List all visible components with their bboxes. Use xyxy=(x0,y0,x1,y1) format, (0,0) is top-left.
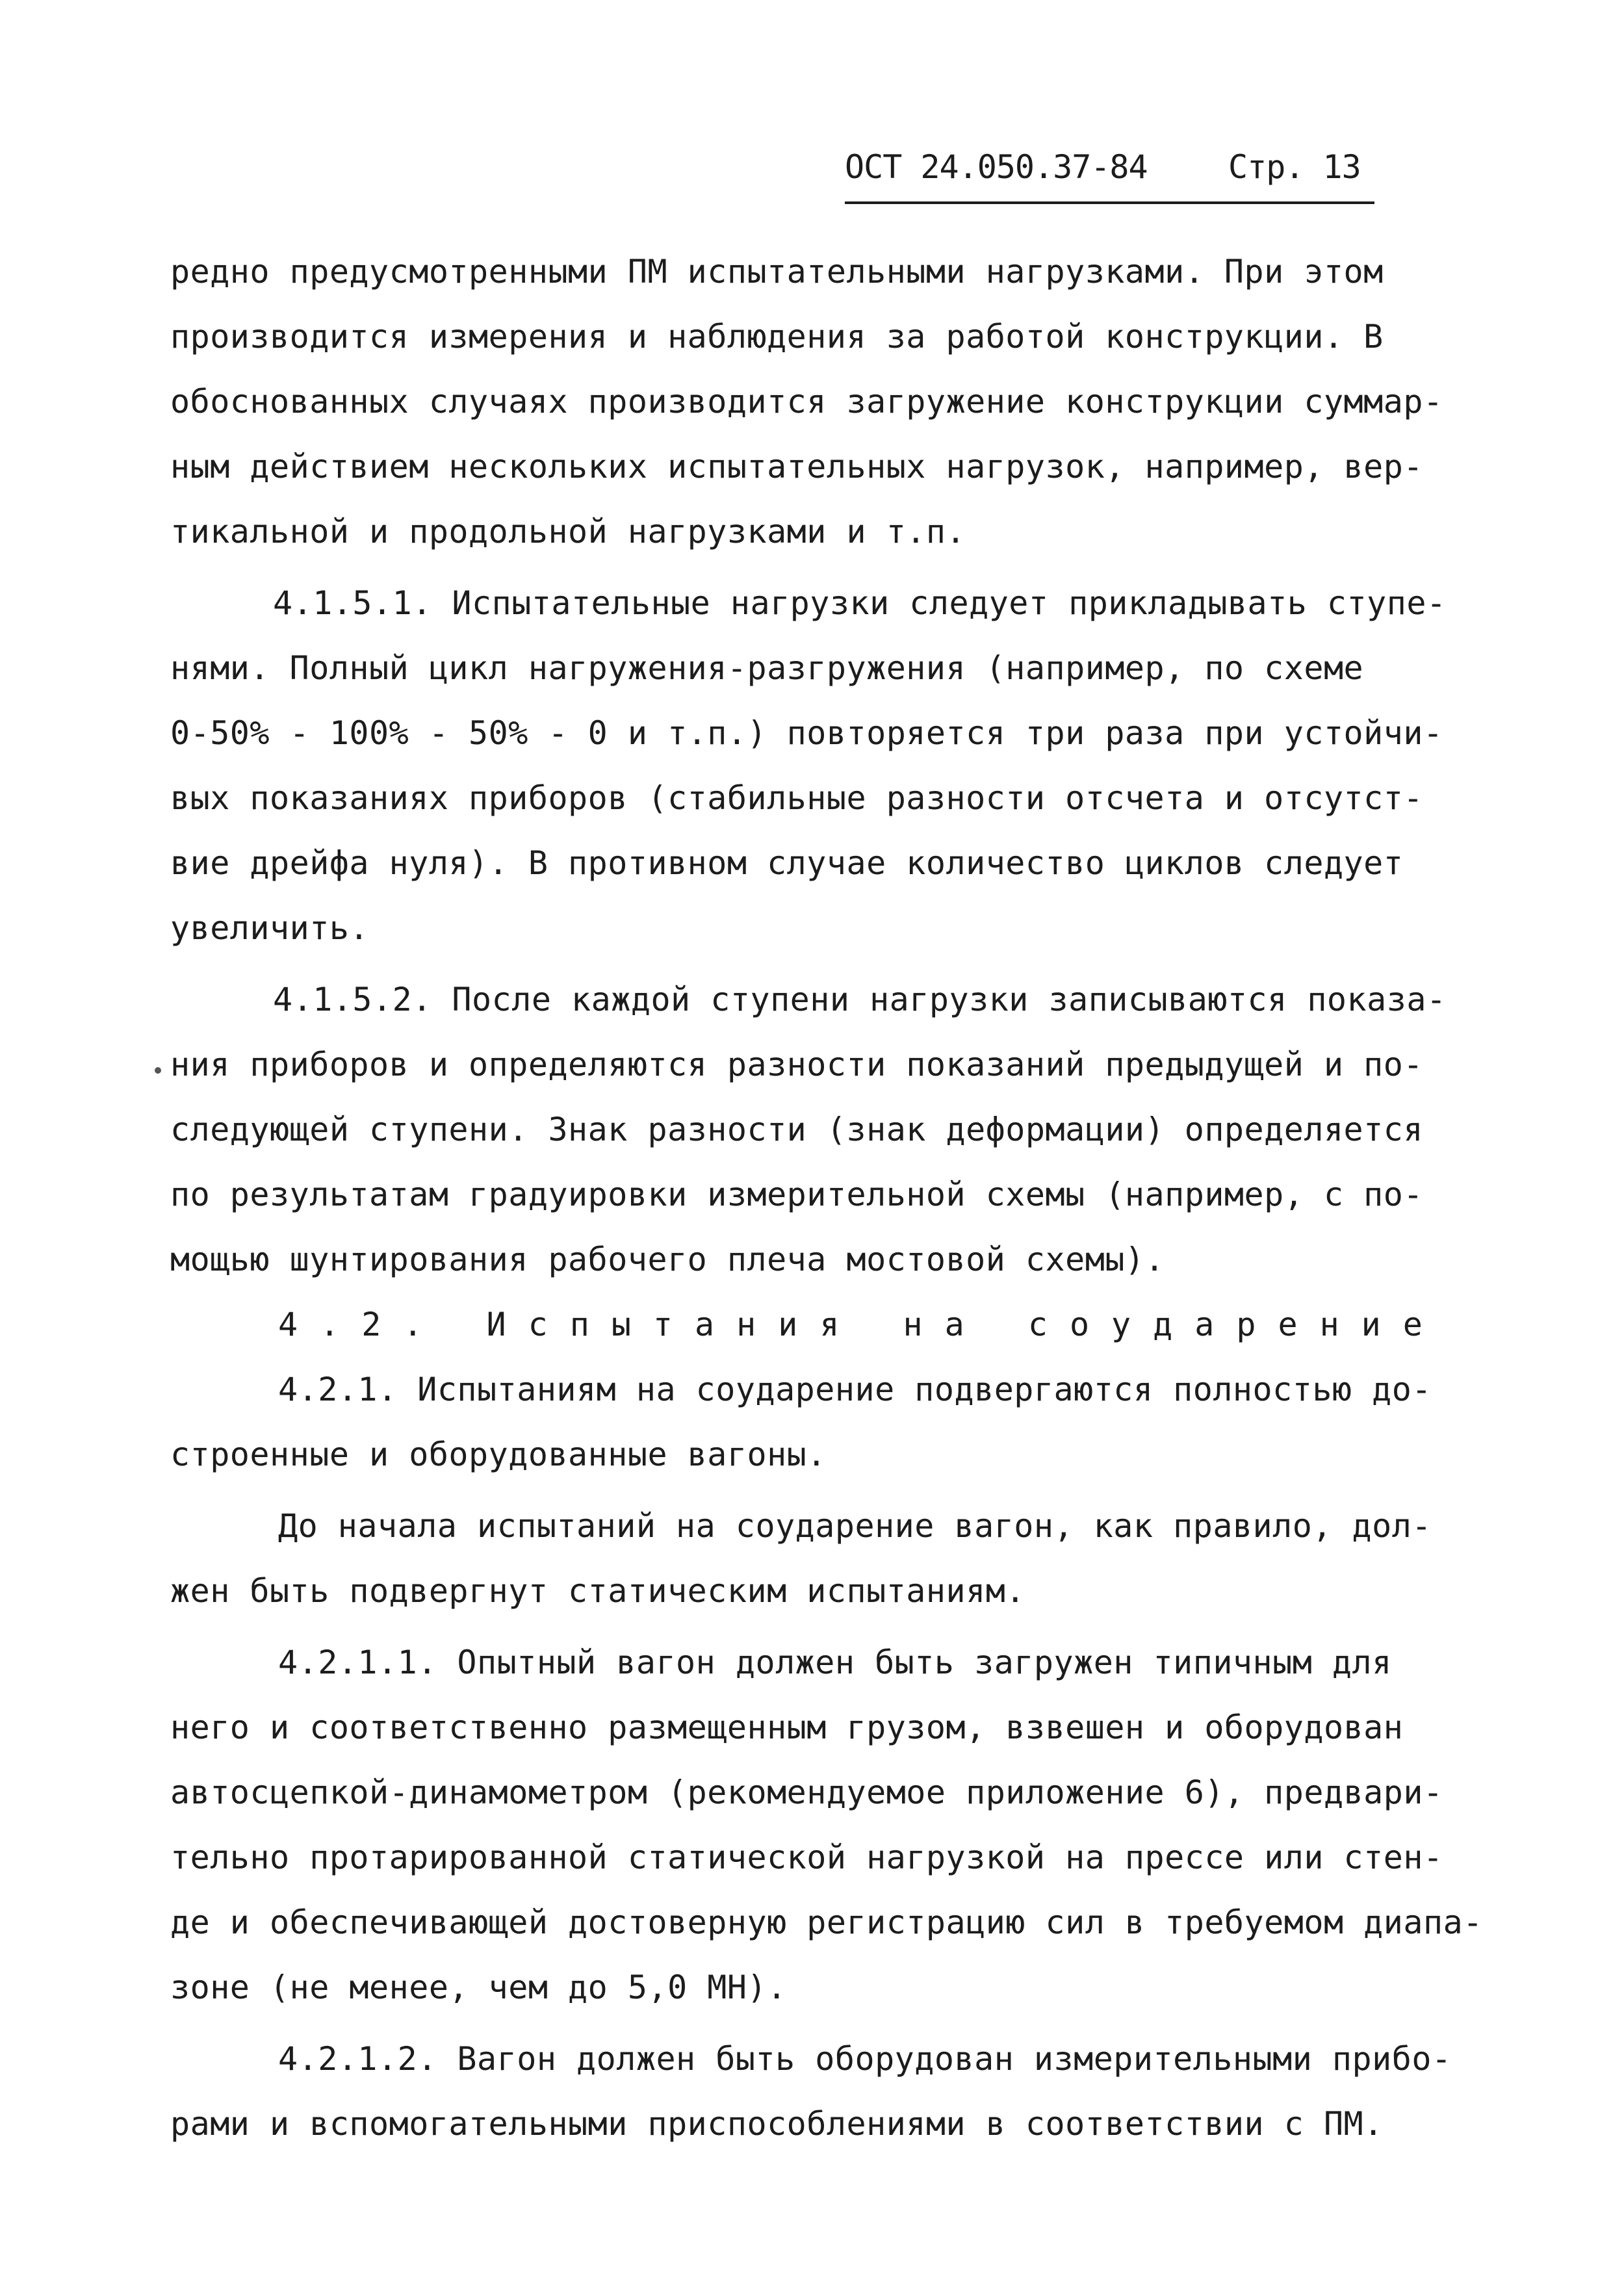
text-line: 0-50% - 100% - 50% - 0 и т.п.) повторяется три раза при устойчи- xyxy=(170,714,1443,752)
text-line: вие дрейфа нуля). В противном случае количество циклов следует xyxy=(170,844,1404,882)
text-line: строенные и оборудованные вагоны. xyxy=(170,1436,827,1473)
clause-4-2-1-2: 4.2.1.2. Вагон должен быть оборудован измерительными прибо- xyxy=(278,2040,1452,2078)
text-line: зоне (не менее, чем до 5,0 МН). xyxy=(170,1969,787,2006)
text-line: мощью шунтирования рабочего плеча мостовой схемы). xyxy=(170,1241,1165,1278)
text-line: следующей ступени. Знак разности (знак деформации) определяется xyxy=(170,1111,1423,1148)
header-underline xyxy=(845,201,1374,204)
clause-4-1-5-2: 4.1.5.2. После каждой ступени нагрузки записываются показа- xyxy=(273,981,1447,1018)
text-line: ния приборов и определяются разности показаний предыдущей и по- xyxy=(170,1046,1423,1083)
text-line: ным действием нескольких испытательных нагрузок, например, вер- xyxy=(170,448,1423,485)
text-line: вых показаниях приборов (стабильные разности отсчета и отсутст- xyxy=(170,779,1423,817)
text-line: До начала испытаний на соударение вагон, как правило, дол- xyxy=(278,1507,1432,1545)
text-line: автосцепкой-динамометром (рекомендуемое приложение 6), предвари- xyxy=(170,1774,1443,1811)
text-line: обоснованных случаях производится загружение конструкции суммар- xyxy=(170,383,1443,420)
text-line: рами и вспомогательными приспособлениями в соответствии с ПМ. xyxy=(170,2105,1384,2143)
text-line: производится измерения и наблюдения за работой конструкции. В xyxy=(170,318,1384,355)
page-header xyxy=(845,148,1378,220)
text-line: увеличить. xyxy=(170,909,370,947)
text-line: де и обеспечивающей достоверную регистрацию сил в требуемом диапа- xyxy=(170,1904,1483,1941)
clause-4-2-1-1: 4.2.1.1. Опытный вагон должен быть загружен типичным для xyxy=(278,1644,1392,1681)
page-number: Стр. 13 xyxy=(1228,148,1361,186)
margin-dot xyxy=(155,1067,161,1074)
text-line: нями. Полный цикл нагружения-разгружения (например, по схеме xyxy=(170,649,1364,687)
section-heading-4-2: 4.2. Испытания на соударение xyxy=(278,1306,1445,1343)
text-line: тикальной и продольной нагрузками и т.п. xyxy=(170,513,966,550)
clause-4-2-1: 4.2.1. Испытаниям на соударение подвергаются полностью до- xyxy=(278,1371,1432,1408)
clause-4-1-5-1: 4.1.5.1. Испытательные нагрузки следует прикладывать ступе- xyxy=(273,584,1447,622)
text-line: редно предусмотренными ПМ испытательными нагрузками. При этом xyxy=(170,253,1384,291)
text-line: него и соответственно размещенным грузом, взвешен и оборудован xyxy=(170,1709,1404,1746)
text-line: жен быть подвергнут статическим испытаниям. xyxy=(170,1572,1025,1610)
text-line: по результатам градуировки измерительной схемы (например, с по- xyxy=(170,1176,1423,1213)
text-line: тельно протарированной статической нагрузкой на прессе или стен- xyxy=(170,1839,1443,1876)
document-code: ОСТ 24.050.37-84 xyxy=(845,148,1148,186)
